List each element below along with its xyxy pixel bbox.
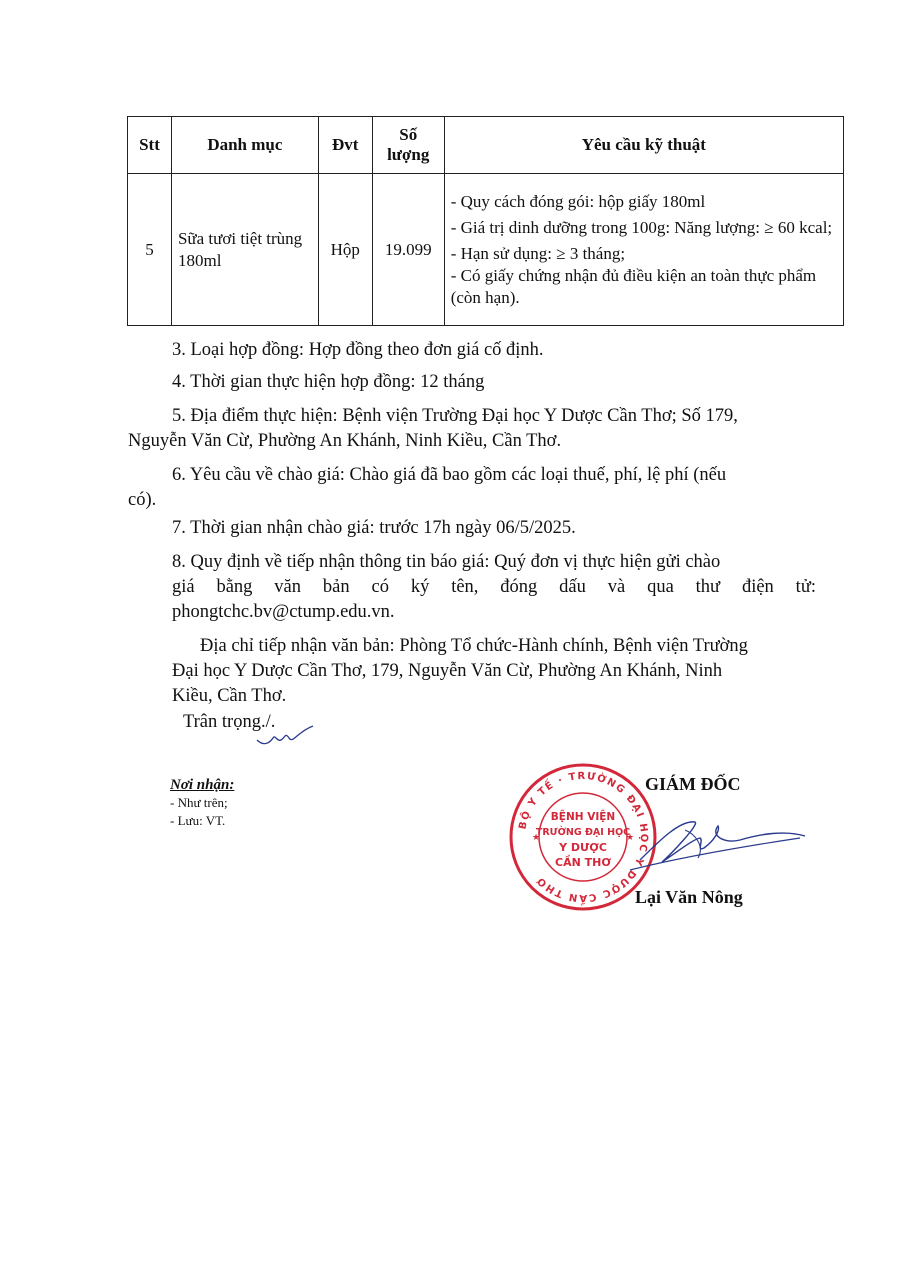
paragraph-quote-requirement-line2: có). [128,490,157,510]
cell-yeu-cau [444,174,843,326]
table-header-row [128,117,844,174]
paragraph-address-line2: Đại học Y Dược Cần Thơ, 179, Nguyễn Văn Cừ, Phường An Khánh, Ninh [172,661,723,681]
handwritten-signature-icon [600,800,810,890]
recipients-heading: Nơi nhận: [170,777,235,793]
paragraph-location-line2: Nguyễn Văn Cừ, Phường An Khánh, Ninh Kiều, Cần Thơ. [128,431,562,451]
cell-so-luong: 19.099 [372,174,444,326]
recipients-block [170,776,234,830]
recipient-item: - Lưu: VT. [170,813,226,828]
requirement-item: - Quy cách đóng gói: hộp giấy 180ml [450,191,706,211]
header-stt: Stt [128,117,172,174]
paragraph-contract-type: 3. Loại hợp đồng: Hợp đồng theo đơn giá cố định. [172,340,544,360]
signer-role: GIÁM ĐỐC [645,774,741,794]
paragraph-address-line1: Địa chỉ tiếp nhận văn bản: Phòng Tổ chức-Hành chính, Bệnh viện Trường [200,636,748,656]
requirement-item: - Hạn sử dụng: ≥ 3 tháng; [450,243,626,263]
paragraph-contract-duration: 4. Thời gian thực hiện hợp đồng: 12 tháng [172,372,485,392]
paragraph-address-line3: Kiều, Cần Thơ. [172,686,287,706]
table-row [128,174,844,326]
paragraph-location-line1: 5. Địa điểm thực hiện: Bệnh viện Trường Đại học Y Dược Cần Thơ; Số 179, [172,406,738,426]
paragraph-submission-email[interactable]: phongtchc.bv@ctump.edu.vn. [172,602,395,622]
paragraph-submission-line1: 8. Quy định về tiếp nhận thông tin báo giá: Quý đơn vị thực hiện gửi chào [172,552,721,572]
svg-text:CẦN THƠ: CẦN THƠ [555,856,611,869]
svg-text:BỘ Y TẾ · TRƯỜNG ĐẠI HỌC Y DƯỢ: BỘ Y TẾ · TRƯỜNG ĐẠI HỌC Y DƯỢC CẦN THƠ [517,770,650,904]
cell-stt: 5 [128,174,172,326]
cell-dvt: Hộp [318,174,372,326]
recipient-item: - Như trên; [170,795,228,810]
closing-remark: Trân trọng./. [183,712,276,732]
header-danh-muc: Danh mục [171,117,318,174]
svg-text:Y DƯỢC: Y DƯỢC [559,841,607,854]
cell-danh-muc: Sữa tươi tiệt trùng 180ml [171,174,318,326]
header-so-luong: Số lượng [372,117,444,174]
svg-text:TRƯỜNG ĐẠI HỌC: TRƯỜNG ĐẠI HỌC [535,827,631,838]
svg-text:BỆNH VIỆN: BỆNH VIỆN [550,811,616,823]
svg-text:★: ★ [626,833,635,843]
paragraph-quote-requirement-line1: 6. Yêu cầu về chào giá: Chào giá đã bao gồm các loại thuế, phí, lệ phí (nếu [172,465,727,485]
requirement-item: - Giá trị dinh dưỡng trong 100g: Năng lượng: ≥ 60 kcal; [450,217,833,237]
paragraph-submission-line2: giá bằng văn bản có ký tên, đóng dấu và qua thư điện tử: [172,577,816,597]
requirement-item: - Có giấy chứng nhận đủ điều kiện an toàn thực phẩm (còn hạn). [450,265,817,307]
signer-name: Lại Văn Nông [635,887,743,907]
requirements-table [127,116,844,326]
svg-text:★: ★ [532,833,541,843]
header-yeu-cau: Yêu cầu kỹ thuật [444,117,843,174]
paragraph-deadline: 7. Thời gian nhận chào giá: trước 17h ngày 06/5/2025. [172,518,576,538]
initial-mark-icon [255,724,315,748]
header-dvt: Đvt [318,117,372,174]
